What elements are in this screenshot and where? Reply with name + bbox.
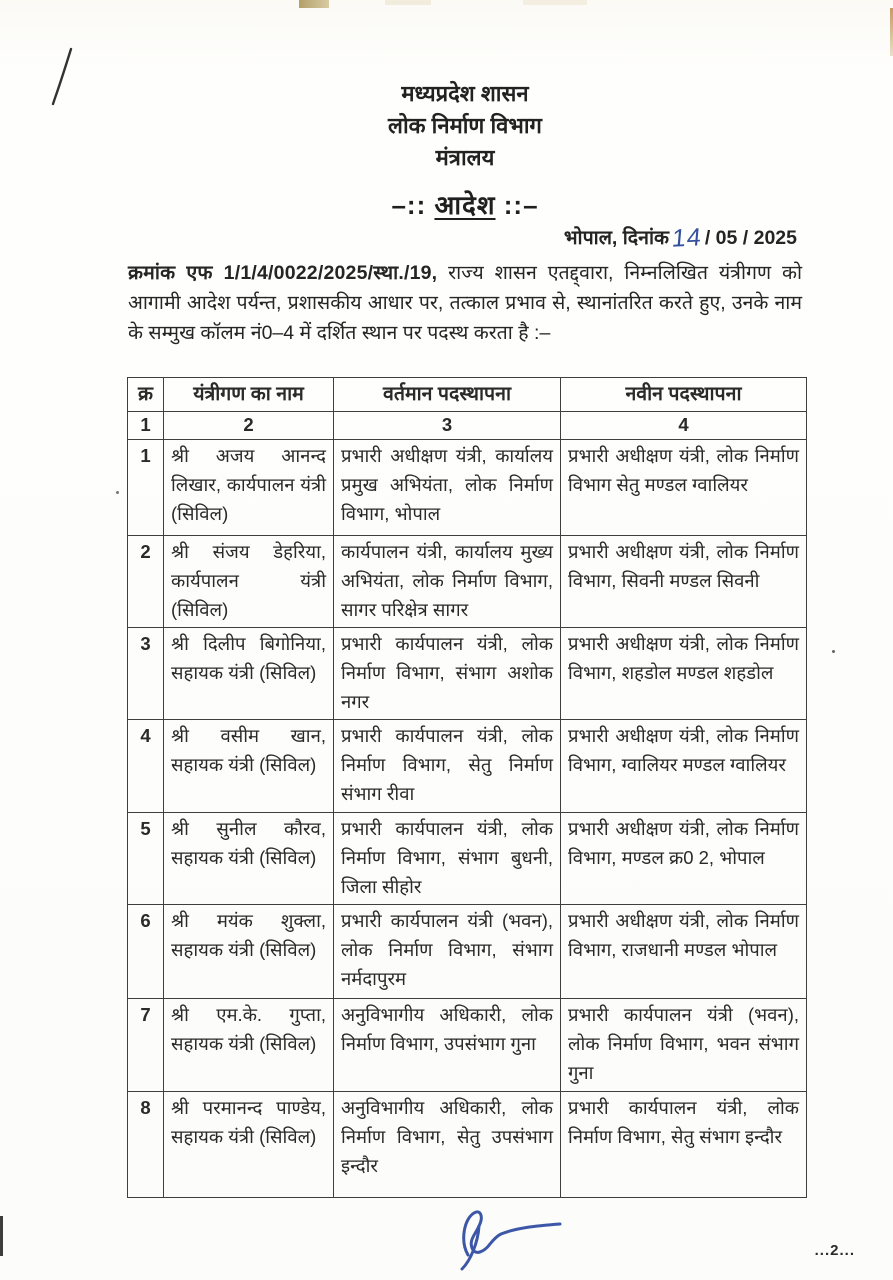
engineer-name: श्री संजय डेहरिया, कार्यपालन यंत्री (सिविल)	[164, 536, 334, 628]
ministry-name: मंत्रालय	[435, 145, 495, 170]
col-header-current-posting: वर्तमान पदस्थापना	[334, 378, 561, 412]
page-number: ...2...	[814, 1242, 855, 1259]
new-posting: प्रभारी अधीक्षण यंत्री, लोक निर्माण विभाग, राजधानी मण्डल भोपाल	[561, 905, 807, 999]
scan-edge-artifact	[0, 1216, 3, 1256]
current-posting: प्रभारी कार्यपालन यंत्री (भवन), लोक निर्माण विभाग, संभाग नर्मदापुरम	[334, 905, 561, 999]
engineer-name: श्री सुनील कौरव, सहायक यंत्री (सिविल)	[164, 813, 334, 905]
col-header-serial: क्र	[128, 378, 164, 412]
new-posting: प्रभारी अधीक्षण यंत्री, लोक निर्माण विभाग, मण्डल क्र0 2, भोपाल	[561, 813, 807, 905]
row-serial: 3	[128, 628, 164, 720]
engineer-name: श्री परमानन्द पाण्डेय, सहायक यंत्री (सिविल)	[164, 1092, 334, 1198]
place-date-label: भोपाल, दिनांक	[563, 227, 670, 249]
place-date-line	[564, 222, 797, 251]
department-name: लोक निर्माण विभाग	[388, 113, 542, 138]
new-posting: प्रभारी अधीक्षण यंत्री, लोक निर्माण विभाग, सिवनी मण्डल सिवनी	[561, 536, 807, 628]
engineer-name: श्री वसीम खान, सहायक यंत्री (सिविल)	[164, 720, 334, 813]
row-serial: 5	[128, 813, 164, 905]
row-serial: 1	[128, 440, 164, 536]
transfer-table	[127, 377, 807, 1198]
current-posting: प्रभारी कार्यपालन यंत्री, लोक निर्माण विभाग, संभाग बुधनी, जिला सीहोर	[334, 813, 561, 905]
new-posting: प्रभारी कार्यपालन यंत्री (भवन), लोक निर्माण विभाग, भवन संभाग गुना	[561, 999, 807, 1092]
engineer-name: श्री मयंक शुक्ला, सहायक यंत्री (सिविल)	[164, 905, 334, 999]
current-posting: अनुविभागीय अधिकारी, लोक निर्माण विभाग, उपसंभाग गुना	[334, 999, 561, 1092]
document-header	[128, 78, 802, 222]
current-posting: प्रभारी अधीक्षण यंत्री, कार्यालय प्रमुख अभियंता, लोक निर्माण विभाग, भोपाल	[334, 440, 561, 536]
table-row	[128, 999, 807, 1092]
col-number: 2	[164, 412, 334, 440]
current-posting: अनुविभागीय अधिकारी, लोक निर्माण विभाग, सेतु उपसंभाग इन्दौर	[334, 1092, 561, 1198]
table-row	[128, 440, 807, 536]
col-header-name: यंत्रीगण का नाम	[164, 378, 334, 412]
col-header-new-posting: नवीन पदस्थापना	[561, 378, 807, 412]
table-row	[128, 720, 807, 813]
table-header-row	[128, 378, 807, 412]
row-serial: 2	[128, 536, 164, 628]
row-serial: 8	[128, 1092, 164, 1198]
signature-mark	[438, 1203, 588, 1280]
table-row	[128, 536, 807, 628]
handwritten-date-day: 14	[670, 223, 704, 253]
new-posting: प्रभारी कार्यपालन यंत्री, लोक निर्माण विभाग, सेतु संभाग इन्दौर	[561, 1092, 807, 1198]
current-posting: प्रभारी कार्यपालन यंत्री, लोक निर्माण विभाग, संभाग अशोक नगर	[334, 628, 561, 720]
table-row	[128, 905, 807, 999]
table-row	[128, 1092, 807, 1198]
scan-speck	[832, 650, 835, 653]
order-title-prefix: –::	[391, 190, 435, 220]
engineer-name: श्री दिलीप बिगोनिया, सहायक यंत्री (सिविल)	[164, 628, 334, 720]
col-number: 3	[334, 412, 561, 440]
order-title	[128, 186, 802, 222]
scan-edge-artifact	[299, 0, 329, 8]
row-serial: 4	[128, 720, 164, 813]
government-name: मध्यप्रदेश शासन	[401, 81, 529, 106]
row-serial: 7	[128, 999, 164, 1092]
engineer-name: श्री एम.के. गुप्ता, सहायक यंत्री (सिविल)	[164, 999, 334, 1092]
new-posting: प्रभारी अधीक्षण यंत्री, लोक निर्माण विभाग, शहडोल मण्डल शहडोल	[561, 628, 807, 720]
date-month-year: / 05 / 2025	[704, 227, 797, 249]
col-number: 1	[128, 412, 164, 440]
order-intro-paragraph	[128, 258, 802, 348]
scan-speck	[116, 491, 119, 494]
scan-edge-artifact	[523, 0, 587, 5]
current-posting: कार्यपालन यंत्री, कार्यालय मुख्य अभियंता, लोक निर्माण विभाग, सागर परिक्षेत्र सागर	[334, 536, 561, 628]
col-number: 4	[561, 412, 807, 440]
table-row	[128, 813, 807, 905]
new-posting: प्रभारी अधीक्षण यंत्री, लोक निर्माण विभाग, ग्वालियर मण्डल ग्वालियर	[561, 720, 807, 813]
current-posting: प्रभारी कार्यपालन यंत्री, लोक निर्माण विभाग, सेतु निर्माण संभाग रीवा	[334, 720, 561, 813]
column-number-row	[128, 412, 807, 440]
reference-number: क्रमांक एफ 1/1/4/0022/2025/स्था./19,	[128, 262, 438, 284]
scan-edge-artifact	[385, 0, 431, 5]
engineer-name: श्री अजय आनन्द लिखार, कार्यपालन यंत्री (सिविल)	[164, 440, 334, 536]
new-posting: प्रभारी अधीक्षण यंत्री, लोक निर्माण विभाग सेतु मण्डल ग्वालियर	[561, 440, 807, 536]
order-title-suffix: ::–	[495, 190, 539, 220]
row-serial: 6	[128, 905, 164, 999]
intro-body-text: राज्य शासन एतद्द्वारा, निम्नलिखित यंत्रीगण को आगामी आदेश पर्यन्त, प्रशासकीय आधार पर, तत्काल प्रभाव से, स्थानांतरित करते हुए, उनके नाम के सम्मुख कॉलम नं0–4 में दर्शित स्थान पर पदस्थ करता है :–	[128, 262, 802, 344]
pen-slash-mark	[48, 46, 78, 108]
table-row	[128, 628, 807, 720]
order-title-word: आदेश	[434, 190, 496, 220]
